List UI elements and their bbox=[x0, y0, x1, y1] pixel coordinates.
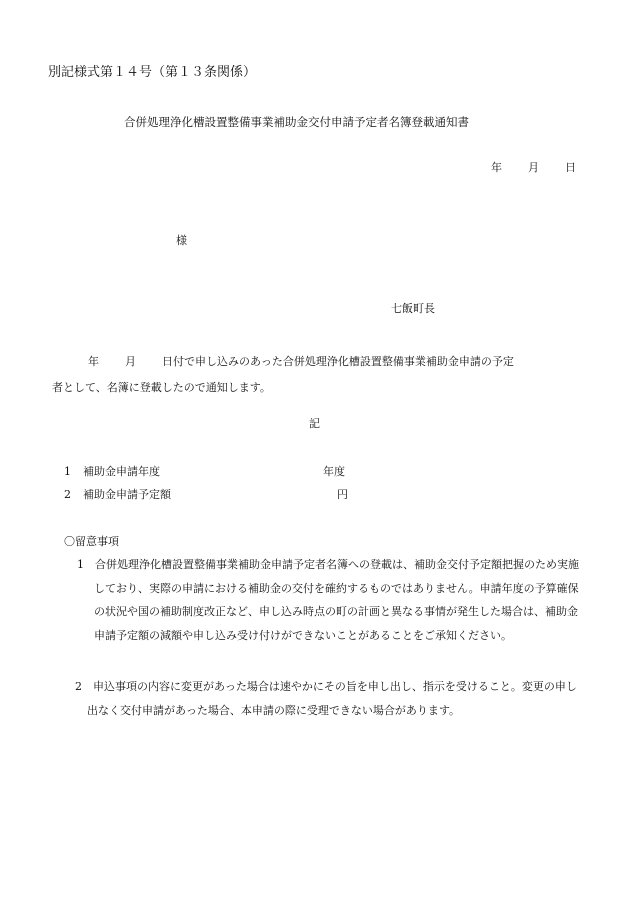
note-2 bbox=[75, 675, 585, 722]
date-year-label: 年 bbox=[491, 161, 502, 174]
item-label-planned-amount: 補助金申請予定額 bbox=[83, 488, 171, 501]
date-month-label: 月 bbox=[528, 161, 539, 174]
document-title: 合併処理浄化槽設置整備事業補助金交付申請予定者名簿登載通知書 bbox=[124, 115, 469, 129]
notice-body bbox=[52, 349, 582, 401]
note-2-text: 申込事項の内容に変更があった場合は速やかにその旨を申し出し、指示を受けること。変更の申し出なく交付申請があった場合、本申請の際に受理できない場合があります。 bbox=[87, 680, 577, 717]
body-year-mark: 年 bbox=[88, 355, 99, 368]
addressee-honorific: 様 bbox=[176, 234, 187, 247]
note-2-number: 2 bbox=[75, 680, 82, 693]
notes-heading: 〇留意事項 bbox=[64, 535, 119, 548]
note-1-number: 1 bbox=[77, 558, 84, 571]
notice-body-line-2: 者として、名簿に登載したので通知します。 bbox=[52, 381, 271, 394]
form-label: 別記様式第１４号（第１３条関係） bbox=[48, 65, 257, 80]
note-1-text: 合併処理浄化槽設置整備事業補助金申請予定者名簿への登載は、補助金交付予定額把握のため実施しており、実際の申請における補助金の交付を確約するものではありません。申請年度の予算確保の状況や国の補助制度改正など、申し込み時点の町の計画と異なる事情が発生した場合は、補助金申請予定額の減額や申し込み受け付けができないことがあることをご承知ください。 bbox=[94, 558, 579, 642]
body-month-mark: 月 bbox=[125, 355, 136, 368]
notice-body-line-1 bbox=[52, 349, 582, 375]
date-line bbox=[491, 162, 576, 173]
issuer-name: 七飯町長 bbox=[391, 302, 435, 315]
note-1 bbox=[77, 553, 582, 647]
item-number: 1 bbox=[64, 465, 71, 478]
item-label-application-year: 補助金申請年度 bbox=[83, 465, 160, 478]
item-number: 2 bbox=[64, 488, 71, 501]
ki-heading: 記 bbox=[309, 417, 320, 430]
item-unit-fiscal-year: 年度 bbox=[323, 465, 345, 478]
item-unit-yen: 円 bbox=[337, 488, 348, 501]
body-line1-text: 日付で申し込みのあった合併処理浄化槽設置整備事業補助金申請の予定 bbox=[162, 355, 514, 368]
date-day-label: 日 bbox=[565, 161, 576, 174]
